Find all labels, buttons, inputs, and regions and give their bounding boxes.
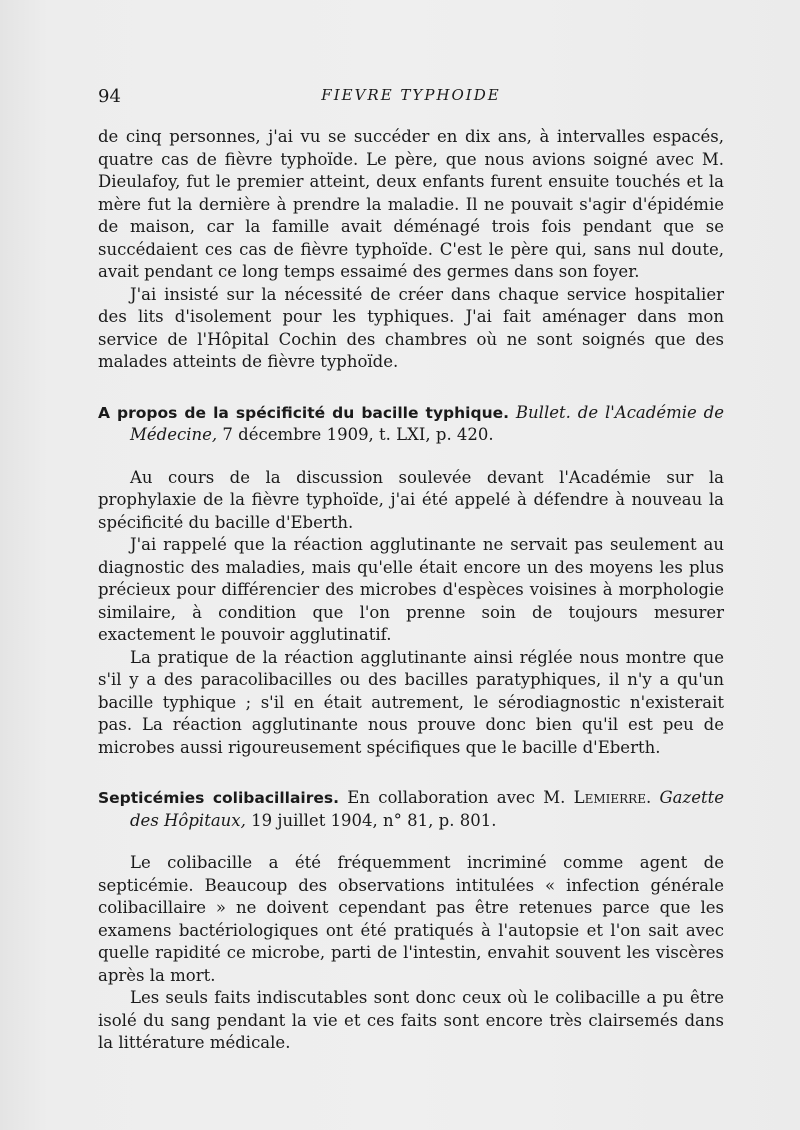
entry-collaborator: Lemierre. xyxy=(573,788,652,807)
running-title: FIEVRE TYPHOIDE xyxy=(321,86,501,104)
entry-title: Septicémies colibacillaires. xyxy=(98,789,340,807)
page-content xyxy=(98,126,724,1055)
paragraph: J'ai rappelé que la réaction agglutinante ne servait pas seulement au diagnostic des maladies, mais qu'elle était encore un des moyens les plus précieux pour différencier des microbes d'espèces voisines à morphologie similaire, à condition que l'on prenne soin de toujours mesurer exactement le pouvoir agglutinatif. xyxy=(98,535,724,644)
entry-source: Bullet. de l'Académie de Médecine, xyxy=(130,402,724,444)
paragraph: La pratique de la réaction agglutinante ainsi réglée nous montre que s'il y a des paracolibacilles ou des bacilles paratyphiques, il n'y a qu'un bacille typhique ; s'il en était autrement, le sérodiagnostic n'existerait pas. La réaction agglutinante nous prouve donc bien qu'il est peu de microbes aussi rigoureusement spécifiques que le bacille d'Eberth. xyxy=(98,647,724,757)
entry-title: A propos de la spécificité du bacille typhique. xyxy=(98,403,510,422)
bibliography-entry xyxy=(98,787,724,1055)
entry-body xyxy=(98,852,724,1055)
page-number: 94 xyxy=(98,86,121,107)
entry-body xyxy=(98,467,724,760)
paragraph: J'ai insisté sur la nécessité de créer dans chaque service hospitalier des lits d'isolement pour les typhiques. J'ai fait aménager dans mon service de l'Hôpital Cochin des chambres où ne sont soignés que des malades atteints de fièvre typhoïde. xyxy=(98,284,724,371)
bibliography-entry xyxy=(98,402,724,760)
paragraph: Les seuls faits indiscutables sont donc ceux où le colibacille a pu être isolé du sang pendant la vie et ces faits sont encore très clairsemés dans la littérature médicale. xyxy=(98,988,724,1052)
entry-citation: 7 décembre 1909, t. LXI, p. 420. xyxy=(222,425,494,444)
paragraph: de cinq personnes, j'ai vu se succéder en dix ans, à intervalles espacés, quatre cas de fièvre typhoïde. Le père, que nous avions soigné avec M. Dieulafoy, fut le premier atteint, deux enfants furent ensuite touchés et la mère fut la dernière à prendre la maladie. Il ne pouvait s'agir d'épidémie de maison, car la famille avait déménagé trois fois pendant que se succédaient ces cas de fièvre typhoïde. C'est le père qui, sans nul doute, avait pendant ce long temps essaimé des germes dans son foyer. xyxy=(98,127,724,281)
entry-citation: 19 juillet 1904, n° 81, p. 801. xyxy=(251,810,497,830)
entry-heading xyxy=(98,787,724,832)
entry-collab: En collaboration avec M. xyxy=(347,788,566,807)
entry-heading xyxy=(98,402,724,447)
paragraph: Le colibacille a été fréquemment incriminé comme agent de septicémie. Beaucoup des observations intitulées « infection générale colibacillaire » ne doivent cependant pas être retenues parce que les examens bactériologiques ont été pratiqués à l'autopsie et l'on sait avec quelle rapidité ce microbe, parti de l'intestin, envahit souvent les viscères après la mort. xyxy=(98,853,724,985)
page-header xyxy=(98,86,724,110)
paragraph: Au cours de la discussion soulevée devant l'Académie sur la prophylaxie de la fièvre typhoïde, j'ai été appelé à défendre à nouveau la spécificité du bacille d'Eberth. xyxy=(98,467,724,532)
entry-source: Gazette des Hôpitaux, xyxy=(130,788,725,830)
